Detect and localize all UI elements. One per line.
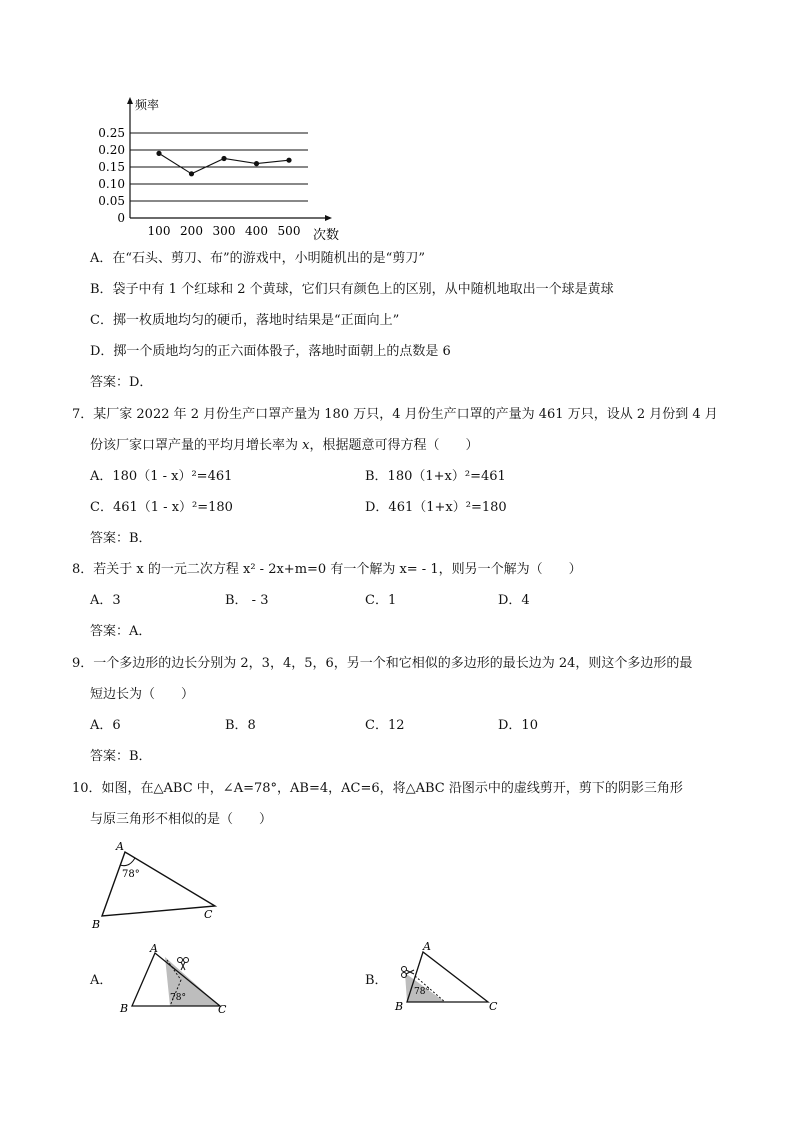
y-axis-label: 频率 — [135, 98, 160, 112]
q9-answer: 答案：B． — [90, 749, 152, 764]
option-b-figure — [390, 940, 515, 1020]
q8-stem: 8．若关于 x 的一元二次方程 x² - 2x+m=0 有一个解为 x= - 1，则另一个解为（ ） — [72, 562, 582, 577]
q6-answer: 答案：D． — [90, 375, 153, 390]
q6-option-a: A．在“石头、剪刀、布”的游戏中，小明随机出的是“剪刀” — [90, 251, 425, 266]
q9-option-c: C．12 — [365, 718, 405, 733]
q10-option-b-label: B． — [365, 973, 388, 988]
q7-option-a: A．180（1 - x）²=461 — [90, 469, 233, 484]
q7-variable: x — [302, 438, 310, 453]
q9-stem-line2: 短边长为（ ） — [90, 687, 195, 702]
q10-option-a-label: A． — [90, 973, 113, 988]
y-tick-label: 0 — [117, 211, 125, 225]
a-angle-label: 78° — [170, 993, 186, 1003]
y-tick-label: 0.05 — [98, 194, 125, 208]
q7-stem-part2: ，根据题意可得方程（ ） — [309, 438, 479, 453]
x-tick-label: 300 — [212, 224, 236, 238]
data-point — [156, 151, 161, 156]
q8-option-c: C．1 — [365, 593, 397, 608]
q7-stem-part1: 份该厂家口罩产量的平均月增长率为 — [90, 438, 303, 453]
vertex-label-a: A — [116, 840, 124, 853]
q9-option-a: A．6 — [90, 718, 121, 733]
data-point — [221, 156, 226, 161]
a-vertex-label-c: C — [218, 1003, 227, 1016]
b-vertex-label-b: B — [395, 1000, 404, 1013]
frequency-chart — [85, 92, 345, 242]
q10-stem-line1: 10．如图，在△ABC 中，∠A=78°，AB=4，AC=6，将△ABC 沿图示中的虚线剪开，剪下的阴影三角形 — [72, 781, 683, 796]
q8-option-a: A．3 — [90, 593, 121, 608]
triangle-abc — [102, 852, 215, 916]
b-vertex-label-c: C — [489, 1000, 498, 1013]
q7-option-b: B．180（1+x）²=461 — [365, 469, 506, 484]
q9-option-d: D．10 — [498, 718, 538, 733]
y-tick-label: 0.20 — [98, 143, 125, 157]
q7-answer: 答案：B． — [90, 531, 152, 546]
q9-option-b: B．8 — [225, 718, 256, 733]
b-vertex-label-a: A — [423, 940, 431, 953]
b-angle-label: 78° — [414, 987, 430, 997]
scissors-icon — [178, 958, 189, 971]
angle-label: 78° — [122, 869, 140, 880]
q10-stem-line2: 与原三角形不相似的是（ ） — [90, 812, 273, 827]
y-tick-label: 0.25 — [98, 126, 125, 140]
x-axis-arrow — [325, 215, 332, 221]
q6-option-b: B．袋子中有 1 个红球和 2 个黄球，它们只有颜色上的区别，从中随机地取出一个球是黄球 — [90, 282, 614, 297]
q7-stem-line2 — [90, 437, 479, 455]
x-tick-label: 500 — [277, 224, 301, 238]
q7-option-c: C．461（1 - x）²=180 — [90, 500, 233, 515]
x-axis-label: 次数 — [313, 228, 340, 242]
data-point — [189, 171, 194, 176]
data-point — [254, 161, 259, 166]
option-a-figure — [115, 940, 240, 1020]
data-point — [286, 158, 291, 163]
x-tick-label: 200 — [180, 224, 203, 238]
x-tick-label: 400 — [245, 224, 268, 238]
q6-option-c: C．掷一枚质地均匀的硬币，落地时结果是“正面向上” — [90, 313, 400, 328]
q7-stem-line1: 7．某厂家 2022 年 2 月份生产口罩产量为 180 万只，4 月份生产口罩的产量为 461 万只，设从 2 月份到 4 月 — [72, 407, 718, 422]
triangle-figure — [85, 838, 235, 938]
q8-option-b: B． - 3 — [225, 593, 269, 608]
q8-option-d: D．4 — [498, 593, 530, 608]
q6-option-d: D．掷一个质地均匀的正六面体骰子，落地时面朝上的点数是 6 — [90, 344, 451, 359]
vertex-label-b: B — [92, 918, 101, 931]
q8-answer: 答案：A． — [90, 624, 152, 639]
a-vertex-label-b: B — [120, 1002, 129, 1015]
vertex-label-c: C — [204, 908, 213, 921]
a-vertex-label-a: A — [150, 942, 158, 955]
x-tick-label: 100 — [147, 224, 171, 238]
y-tick-label: 0.15 — [98, 160, 125, 174]
y-tick-label: 0.10 — [98, 177, 125, 191]
q7-option-d: D．461（1+x）²=180 — [365, 500, 507, 515]
y-axis-arrow — [127, 97, 133, 104]
q9-stem-line1: 9．一个多边形的边长分别为 2，3，4，5，6，另一个和它相似的多边形的最长边为 24，则这个多边形的最 — [72, 656, 693, 671]
